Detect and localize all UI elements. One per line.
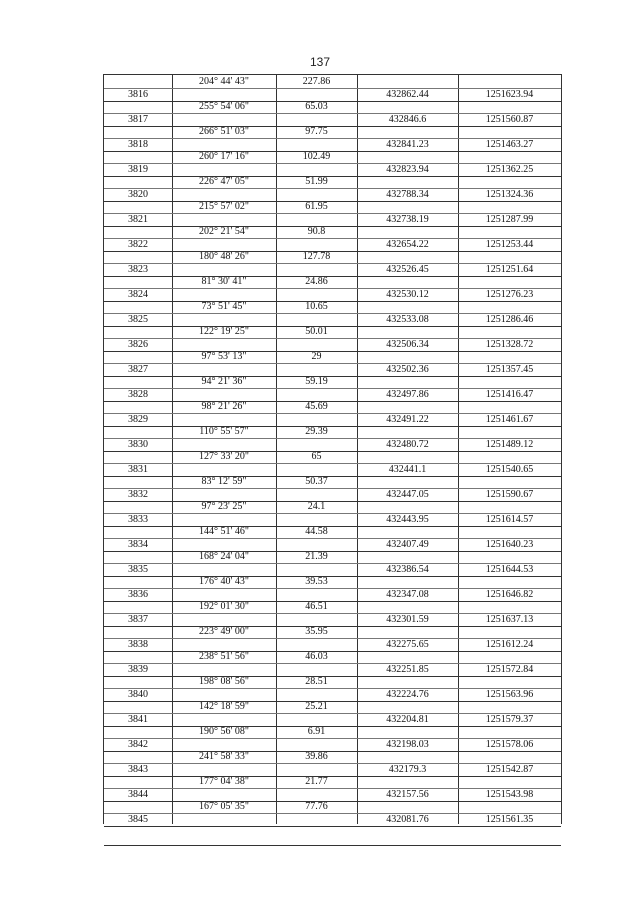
coordinate-x: 432506.34 (386, 338, 429, 350)
coordinate-x: 432788.34 (386, 188, 429, 200)
coordinate-y: 1251646.82 (485, 588, 534, 600)
direction-angle: 202° 21' 54" (199, 226, 249, 237)
segment-length: 39.86 (305, 751, 328, 762)
coordinate-y: 1251637.13 (485, 613, 534, 625)
coordinate-y: 1251461.67 (485, 413, 534, 425)
sub-row-divider (104, 813, 561, 814)
coordinate-y: 1251572.84 (485, 663, 534, 675)
direction-angle: 241° 58' 33" (199, 751, 249, 762)
segment-length: 28.51 (305, 676, 328, 687)
direction-angle: 110° 55' 57" (199, 426, 249, 437)
coordinate-y: 1251253.44 (485, 238, 534, 250)
coordinate-x: 432441.1 (388, 463, 427, 475)
coordinate-y: 1251357.45 (485, 363, 534, 375)
direction-angle: 73° 51' 45" (201, 301, 247, 312)
coordinate-y: 1251561.35 (485, 813, 534, 825)
point-number: 3827 (128, 363, 148, 375)
coordinate-x: 432497.86 (386, 388, 429, 400)
direction-angle: 142° 18' 59" (199, 701, 249, 712)
coordinate-x: 432204.81 (386, 713, 429, 725)
point-number: 3830 (128, 438, 148, 450)
segment-length: 46.51 (305, 601, 328, 612)
sub-row-divider (104, 738, 561, 739)
coordinate-x: 432447.05 (386, 488, 429, 500)
sub-row-divider (104, 688, 561, 689)
segment-length: 46.03 (305, 651, 328, 662)
sub-row-divider (104, 163, 561, 164)
point-number: 3839 (128, 663, 148, 675)
coordinate-y: 1251324.36 (485, 188, 534, 200)
segment-length: 65.03 (305, 101, 328, 112)
coordinate-y: 1251542.87 (485, 763, 534, 775)
point-number: 3828 (128, 388, 148, 400)
point-number: 3824 (128, 288, 148, 300)
sub-row-divider (104, 563, 561, 564)
direction-angle: 97° 53' 13" (201, 351, 247, 362)
sub-row-divider (104, 113, 561, 114)
direction-angle: 266° 51' 03" (199, 126, 249, 137)
direction-angle: 223° 49' 00" (199, 626, 249, 637)
point-number: 3825 (128, 313, 148, 325)
page-number: 137 (309, 55, 331, 69)
coordinates-table (103, 74, 562, 824)
point-number: 3821 (128, 213, 148, 225)
segment-length: 24.86 (305, 276, 328, 287)
coordinate-y: 1251543.98 (485, 788, 534, 800)
point-number: 3826 (128, 338, 148, 350)
direction-angle: 167° 05' 35" (199, 801, 249, 812)
segment-length: 102.49 (302, 151, 331, 162)
coordinate-x: 432198.03 (386, 738, 429, 750)
coordinate-x: 432301.59 (386, 613, 429, 625)
coordinate-x: 432480.72 (386, 438, 429, 450)
segment-length: 50.37 (305, 476, 328, 487)
sub-row-divider (104, 413, 561, 414)
coordinate-x: 432179.3 (388, 763, 427, 775)
point-number: 3840 (128, 688, 148, 700)
point-number: 3843 (128, 763, 148, 775)
segment-length: 45.69 (305, 401, 328, 412)
point-number: 3835 (128, 563, 148, 575)
coordinate-y: 1251276.23 (485, 288, 534, 300)
segment-length: 29 (311, 351, 322, 362)
segment-length: 77.76 (305, 801, 328, 812)
sub-row-divider (104, 663, 561, 664)
direction-angle: 168° 24' 04" (199, 551, 249, 562)
direction-angle: 198° 08' 56" (199, 676, 249, 687)
coordinate-y: 1251286.46 (485, 313, 534, 325)
table-bottom-border (104, 845, 561, 846)
coordinate-x: 432251.85 (386, 663, 429, 675)
direction-angle: 255° 54' 06" (199, 101, 249, 112)
coordinate-x: 432443.95 (386, 513, 429, 525)
row-divider (104, 826, 561, 827)
coordinate-y: 1251563.96 (485, 688, 534, 700)
direction-angle: 204° 44' 43" (199, 76, 249, 87)
coordinate-y: 1251560.87 (485, 113, 534, 125)
direction-angle: 144° 51' 46" (199, 526, 249, 537)
sub-row-divider (104, 288, 561, 289)
sub-row-divider (104, 88, 561, 89)
sub-row-divider (104, 188, 561, 189)
direction-angle: 176° 40' 43" (199, 576, 249, 587)
point-number: 3818 (128, 138, 148, 150)
coordinate-x: 432386.54 (386, 563, 429, 575)
sub-row-divider (104, 613, 561, 614)
coordinate-x: 432530.12 (386, 288, 429, 300)
coordinate-x: 432347.08 (386, 588, 429, 600)
direction-angle: 177° 04' 38" (199, 776, 249, 787)
sub-row-divider (104, 438, 561, 439)
sub-row-divider (104, 588, 561, 589)
coordinate-y: 1251463.27 (485, 138, 534, 150)
coordinate-x: 432491.22 (386, 413, 429, 425)
point-number: 3842 (128, 738, 148, 750)
coordinate-y: 1251644.53 (485, 563, 534, 575)
segment-length: 24.1 (307, 501, 326, 512)
point-number: 3823 (128, 263, 148, 275)
coordinate-y: 1251489.12 (485, 438, 534, 450)
direction-angle: 190° 56' 08" (199, 726, 249, 737)
coordinate-y: 1251623.94 (485, 88, 534, 100)
coordinate-x: 432654.22 (386, 238, 429, 250)
coordinate-x: 432224.76 (386, 688, 429, 700)
sub-row-divider (104, 713, 561, 714)
sub-row-divider (104, 388, 561, 389)
point-number: 3820 (128, 188, 148, 200)
sub-row-divider (104, 763, 561, 764)
sub-row-divider (104, 138, 561, 139)
coordinate-y: 1251640.23 (485, 538, 534, 550)
direction-angle: 97° 23' 25" (201, 501, 247, 512)
direction-angle: 122° 19' 25" (199, 326, 249, 337)
sub-row-divider (104, 263, 561, 264)
point-number: 3834 (128, 538, 148, 550)
sub-row-divider (104, 513, 561, 514)
coordinate-y: 1251579.37 (485, 713, 534, 725)
sub-row-divider (104, 213, 561, 214)
coordinate-y: 1251612.24 (485, 638, 534, 650)
point-number: 3837 (128, 613, 148, 625)
direction-angle: 260° 17' 16" (199, 151, 249, 162)
sub-row-divider (104, 538, 561, 539)
direction-angle: 180° 48' 26" (199, 251, 249, 262)
segment-length: 97.75 (305, 126, 328, 137)
point-number: 3819 (128, 163, 148, 175)
segment-length: 35.95 (305, 626, 328, 637)
point-number: 3831 (128, 463, 148, 475)
point-number: 3836 (128, 588, 148, 600)
point-number: 3832 (128, 488, 148, 500)
segment-length: 59.19 (305, 376, 328, 387)
coordinate-x: 432081.76 (386, 813, 429, 825)
segment-length: 29.39 (305, 426, 328, 437)
sub-row-divider (104, 638, 561, 639)
segment-length: 6.91 (307, 726, 326, 737)
coordinate-x: 432526.45 (386, 263, 429, 275)
coordinate-y: 1251362.25 (485, 163, 534, 175)
coordinate-y: 1251328.72 (485, 338, 534, 350)
coordinate-y: 1251578.06 (485, 738, 534, 750)
segment-length: 51.99 (305, 176, 328, 187)
direction-angle: 83° 12' 59" (201, 476, 247, 487)
coordinate-x: 432275.65 (386, 638, 429, 650)
coordinate-x: 432823.94 (386, 163, 429, 175)
direction-angle: 226° 47' 05" (199, 176, 249, 187)
point-number: 3841 (128, 713, 148, 725)
point-number: 3845 (128, 813, 148, 825)
point-number: 3829 (128, 413, 148, 425)
point-number: 3816 (128, 88, 148, 100)
sub-row-divider (104, 338, 561, 339)
coordinate-x: 432862.44 (386, 88, 429, 100)
coordinate-x: 432407.49 (386, 538, 429, 550)
segment-length: 44.58 (305, 526, 328, 537)
point-number: 3817 (128, 113, 148, 125)
coordinate-y: 1251614.57 (485, 513, 534, 525)
sub-row-divider (104, 363, 561, 364)
segment-length: 39.53 (305, 576, 328, 587)
coordinate-x: 432502.36 (386, 363, 429, 375)
sub-row-divider (104, 313, 561, 314)
direction-angle: 98° 21' 26" (201, 401, 247, 412)
point-number: 3844 (128, 788, 148, 800)
coordinate-y: 1251287.99 (485, 213, 534, 225)
coordinate-y: 1251590.67 (485, 488, 534, 500)
coordinate-x: 432533.08 (386, 313, 429, 325)
sub-row-divider (104, 238, 561, 239)
direction-angle: 94° 21' 36" (201, 376, 247, 387)
coordinate-y: 1251540.65 (485, 463, 534, 475)
sub-row-divider (104, 463, 561, 464)
direction-angle: 215° 57' 02" (199, 201, 249, 212)
segment-length: 50.01 (305, 326, 328, 337)
sub-row-divider (104, 788, 561, 789)
segment-length: 61.95 (305, 201, 328, 212)
coordinate-y: 1251416.47 (485, 388, 534, 400)
coordinate-x: 432738.19 (386, 213, 429, 225)
coordinate-x: 432841.23 (386, 138, 429, 150)
segment-length: 227.86 (302, 76, 331, 87)
coordinate-x: 432846.6 (388, 113, 427, 125)
coordinate-x: 432157.56 (386, 788, 429, 800)
point-number: 3822 (128, 238, 148, 250)
segment-length: 10.65 (305, 301, 328, 312)
direction-angle: 238° 51' 56" (199, 651, 249, 662)
sub-row-divider (104, 488, 561, 489)
point-number: 3833 (128, 513, 148, 525)
segment-length: 21.77 (305, 776, 328, 787)
segment-length: 90.8 (307, 226, 326, 237)
segment-length: 25.21 (305, 701, 328, 712)
segment-length: 127.78 (302, 251, 331, 262)
segment-length: 21.39 (305, 551, 328, 562)
direction-angle: 81° 30' 41" (201, 276, 247, 287)
point-number: 3838 (128, 638, 148, 650)
direction-angle: 192° 01' 30" (199, 601, 249, 612)
direction-angle: 127° 33' 20" (199, 451, 249, 462)
coordinate-y: 1251251.64 (485, 263, 534, 275)
segment-length: 65 (311, 451, 322, 462)
